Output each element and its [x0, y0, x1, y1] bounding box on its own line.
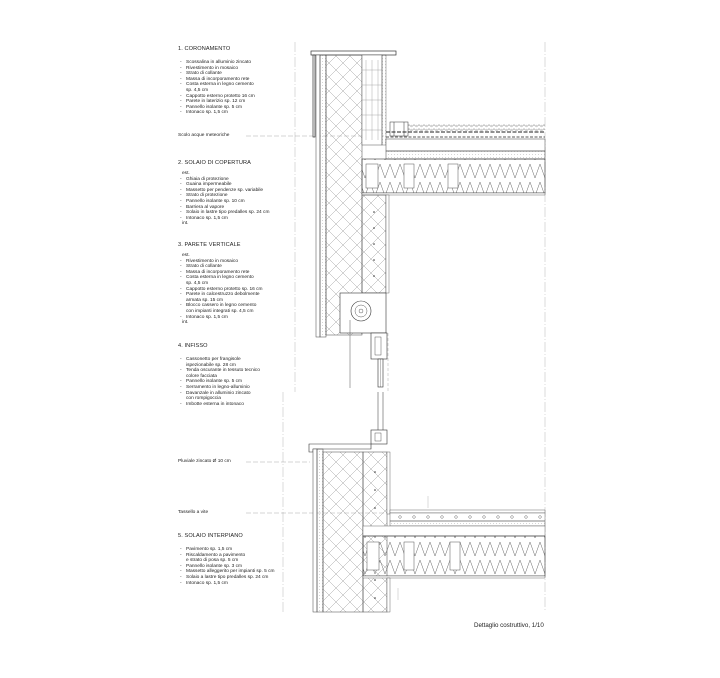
outer-cladding-lower: [313, 449, 323, 612]
insulation-coat-lower: [323, 452, 363, 612]
legend-item: sp. 4,5 cm: [186, 280, 209, 286]
legend-item: e strato di posa sp. 5 cm: [186, 558, 239, 564]
legend-item: - Pannello isolante sp. 5 cm: [178, 105, 318, 111]
legend-item: - Cassonetto per frangisole: [178, 357, 318, 363]
exterior-label: est.: [182, 171, 190, 176]
legend-item: - Rivestimento in mosaico: [178, 259, 318, 265]
callout-pluviale: Pluviale zincato Ø 10 cm: [178, 459, 231, 464]
window-sill-frame: [371, 430, 387, 444]
section-title: 1. CORONAMENTO: [178, 46, 231, 52]
legend-item: - Serramento in legno-alluminio: [178, 385, 318, 391]
roof-plaster: [362, 193, 545, 195]
legend-item: - Barriera al vapore: [178, 205, 318, 211]
legend-item: - Intonaco sp. 1,5 cm: [178, 315, 318, 321]
parapet-inner-panel: [382, 55, 386, 145]
legend-item: - Intonaco sp. 1,5 cm: [178, 110, 318, 116]
section-title: 4. INFISSO: [178, 343, 208, 349]
section-solaio-copertura: [178, 160, 318, 227]
section-title: 5. SOLAIO INTERPIANO: [178, 533, 243, 539]
items: [178, 259, 318, 321]
legend-item: ispezionabile sp. 28 cm: [186, 362, 236, 368]
inner-plaster-upper: [386, 195, 389, 293]
legend-item: - Solaio a lastre tipo predalles sp. 24 cm: [178, 575, 318, 581]
legend-item: - Massetto per pendenze sp. variabile: [178, 188, 318, 194]
legend-item: colore facciata: [186, 373, 217, 379]
legend-item: - Strato di collante: [178, 264, 318, 270]
callout-tassello: Tassello a vite: [178, 510, 209, 515]
section-solaio-interpiano: [178, 533, 318, 586]
legend-item: armata sp. 15 cm: [186, 297, 224, 303]
legend-item: - Blocco cassero in legno cemento: [178, 303, 318, 309]
section-parete-verticale: [178, 242, 318, 326]
interior-label: int.: [182, 221, 189, 227]
parapet-brick: [362, 55, 382, 145]
legend-item: - Imbotte esterna in intonaco: [178, 402, 318, 408]
legend-item: sp. 4,5 cm: [186, 87, 209, 93]
floor-heating-layer: [390, 513, 545, 521]
inner-plaster-bottom: [387, 578, 390, 612]
legend-item: - Scossalina in alluminio zincato: [178, 60, 318, 66]
legend-item: - Tenda oscurante in tessuto tecnico: [178, 368, 318, 374]
items: [178, 547, 318, 586]
legend-item: - Cappotto esterno protetto sp. 16 cm: [178, 287, 318, 293]
shutter-box: [340, 293, 386, 333]
legend-item: - Strato di protezione: [178, 193, 318, 199]
legend-item: - Strato di collante: [178, 71, 318, 77]
items: [178, 357, 318, 407]
exterior-label: est.: [182, 253, 190, 258]
legend-item: - Ghiaia di protezione: [178, 177, 318, 183]
floor-plaster: [363, 576, 545, 578]
callout-scolo: Scolo acque meteoriche: [178, 133, 230, 138]
legend-item: - Intonaco sp. 1,5 cm: [178, 581, 318, 587]
inner-plaster-lower: [387, 452, 390, 514]
section-coronamento: [178, 46, 318, 116]
section-infisso: [178, 343, 318, 407]
roof-gravel: [408, 124, 545, 132]
roof-screed: [386, 139, 545, 151]
legend-item: - Rivestimento in mosaico: [178, 66, 318, 72]
roof-insulation: [386, 151, 545, 159]
items: [178, 60, 318, 116]
section-title: 3. PARETE VERTICALE: [178, 242, 241, 248]
legend-item: - Guaina impermeabile: [178, 182, 318, 188]
legend-item: - Davanzale in alluminio zincato: [178, 391, 318, 397]
legend-item: - Intonaco sp. 1,5 cm: [178, 216, 318, 222]
floor-finish: [390, 510, 545, 513]
items: [178, 177, 318, 222]
legend-item: - Pannello isolante sp. 3 cm: [178, 564, 318, 570]
legend-item: - Massa di incorporamento rete: [178, 270, 318, 276]
legend-item: - Costa esterna in legno cemento: [178, 275, 318, 281]
floor-insulation: [390, 521, 545, 526]
legend-item: - Pannello isolante sp. 10 cm: [178, 199, 318, 205]
section-title: 2. SOLAIO DI COPERTURA: [178, 160, 251, 166]
legend-item: - Massa di incorporamento rete: [178, 77, 318, 83]
legend-item: - Solaio in lastre tipo predalles sp. 24 cm: [178, 210, 318, 216]
legend-item: con rompigoccia: [186, 396, 221, 402]
legend-item: - Pannello isolante sp. 5 cm: [178, 379, 318, 385]
legend-item: - Massetto alleggerito per impianti sp. 5 cm: [178, 569, 318, 575]
roof-drain: [390, 122, 408, 136]
legend-item: - Cappotto esterno protetto 16 cm: [178, 94, 318, 100]
floor-screed: [363, 526, 545, 536]
legend-item: - Pavimento sp. 1,5 cm: [178, 547, 318, 553]
legend-item: - Parete in laterizio sp. 12 cm: [178, 99, 318, 105]
drawing-caption: Dettaglio costruttivo, 1/10: [474, 622, 544, 629]
legend-item: con impianti integrati sp. 4,5 cm: [186, 308, 254, 314]
interior-label: int.: [182, 320, 189, 326]
legend-item: - Parete in calcestruzzo debolmente: [178, 292, 318, 298]
legend-item: - Costa esterna in legno cemento: [178, 82, 318, 88]
roof-membranes: [386, 132, 545, 137]
legend-item: - Riscaldamento a pavimento: [178, 553, 318, 559]
window-frame: [371, 333, 387, 387]
